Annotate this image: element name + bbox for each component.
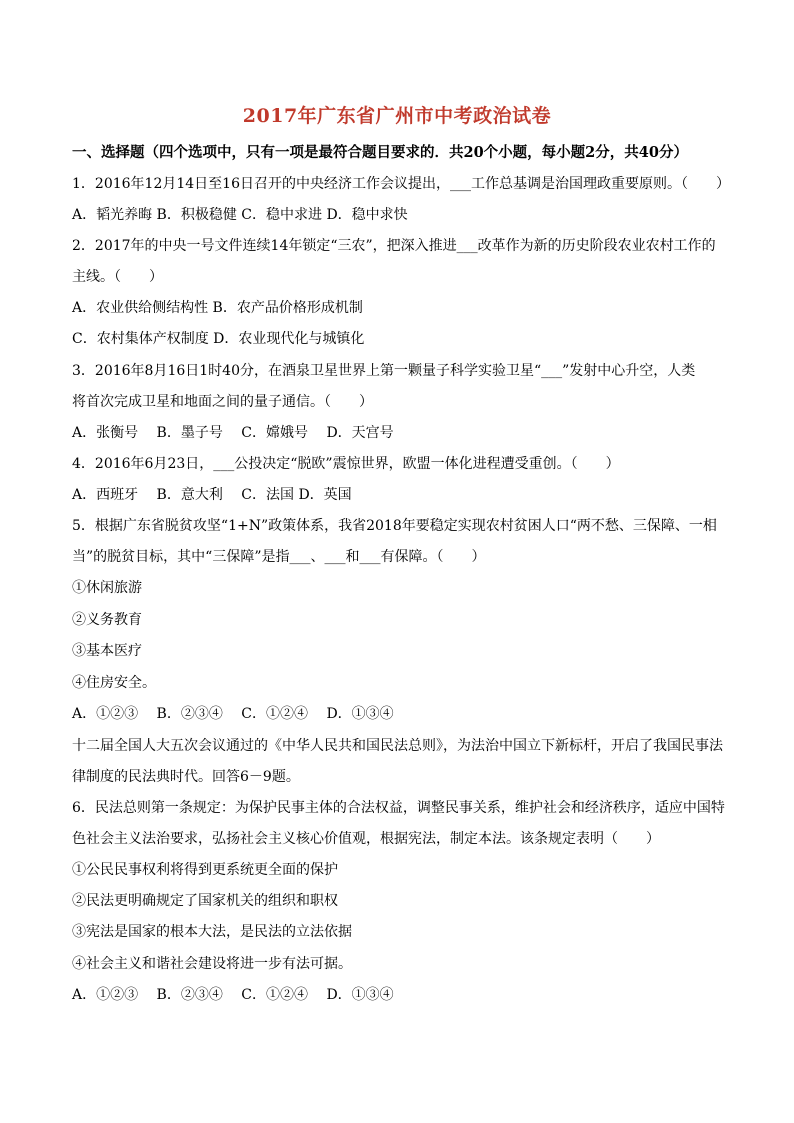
question-line: 1．2016年12月14日至16日召开的中央经济工作会议提出，___工作总基调是治国理政重要原则。（ ）: [72, 176, 730, 192]
options-line: A．张衡号 B．墨子号 C．嫦娥号 D．天宫号: [72, 425, 394, 441]
section-heading: 一、选择题（四个选项中，只有一项是最符合题目要求的．共20个小题，每小题2分，共40分）: [72, 144, 688, 161]
statement-line: ④住房安全。: [72, 675, 156, 691]
statement-line: ①休闲旅游: [72, 580, 142, 596]
question-line: 当”的脱贫目标，其中“三保障”是指___、___和___有保障。（ ）: [72, 549, 486, 565]
question-line: 2．2017年的中央一号文件连续14年锁定“三农”，把深入推进___改革作为新的历史阶段农业农村工作的: [72, 238, 716, 254]
options-line: A．农业供给侧结构性 B．农产品价格形成机制: [72, 300, 363, 316]
options-line: C．农村集体产权制度 D．农业现代化与城镇化: [72, 331, 365, 347]
passage-line: 律制度的民法典时代。回答6－9题。: [72, 769, 300, 785]
statement-line: ③基本医疗: [72, 643, 142, 659]
statement-line: ②义务教育: [72, 612, 142, 628]
exam-title: 2017年广东省广州市中考政治试卷: [242, 105, 552, 127]
options-line: A．①②③ B．②③④ C．①②④ D．①③④: [72, 706, 394, 722]
statement-line: ②民法更明确规定了国家机关的组织和职权: [72, 893, 338, 909]
options-line: A．西班牙 B．意大利 C．法国 D．英国: [72, 487, 352, 503]
question-line: 3．2016年8月16日1时40分，在酒泉卫星世界上第一颗量子科学实验卫星“___”发射中心升空，人类: [72, 363, 696, 379]
question-line: 将首次完成卫星和地面之间的量子通信。（ ）: [72, 394, 373, 410]
statement-line: ④社会主义和谐社会建设将进一步有法可据。: [72, 956, 352, 972]
question-line: 主线。（ ）: [72, 269, 163, 285]
question-line: 4．2016年6月23日，___公投决定“脱欧”震惊世界，欧盟一体化进程遭受重创。（ ）: [72, 456, 620, 472]
question-line: 色社会主义法治要求，弘扬社会主义核心价值观，根据宪法，制定本法。该条规定表明（ ）: [72, 831, 660, 847]
statement-line: ③宪法是国家的根本大法，是民法的立法依据: [72, 924, 352, 940]
options-line: A．韬光养晦 B．积极稳健 C．稳中求进 D．稳中求快: [72, 207, 408, 223]
options-line: A．①②③ B．②③④ C．①②④ D．①③④: [72, 987, 394, 1003]
question-line: 6．民法总则第一条规定：为保护民事主体的合法权益，调整民事关系，维护社会和经济秩序，适应中国特: [72, 800, 725, 816]
question-line: 5．根据广东省脱贫攻坚“1+N”政策体系，我省2018年要稳定实现农村贫困人口“两不愁、三保障、一相: [72, 518, 717, 534]
statement-line: ①公民民事权利将得到更系统更全面的保护: [72, 862, 338, 878]
passage-line: 十二届全国人大五次会议通过的《中华人民共和国民法总则》，为法治中国立下新标杆，开启了我国民事法: [72, 738, 723, 754]
